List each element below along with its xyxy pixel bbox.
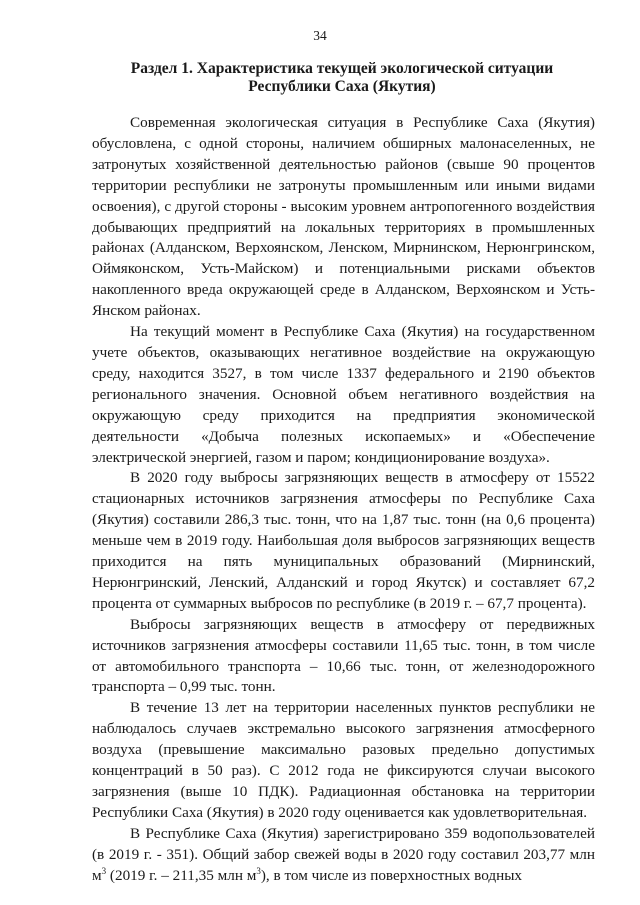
superscript-cubic-1: 3 (101, 865, 107, 876)
section-title (92, 60, 592, 96)
paragraph-registered-objects: На текущий момент в Республике Саха (Якутия) на государственном учете объектов, оказывающих негативное воздействие на окружающую среду, находится 3527, в том числе 1337 федерального и 2190 объектов регионального значения. Основной объем негативного воздействия на окружающую среду приходится на предприятия экономической деятельности «Добыча полезных ископаемых» и «Обеспечение электрической энергией, газом и паром; кондиционирование воздуха». (92, 323, 595, 466)
water-use-text-part-3: ), в том числе из поверхностных водных (260, 866, 522, 884)
body-text (92, 113, 595, 887)
paragraph-water-use (92, 824, 595, 887)
water-use-text-part-1: В Республике Саха (Якутия) зарегистрировано 359 водопользователей (в 2019 г. - 351). Общий забор свежей воды в 2020 году составил 203,77 млн м (92, 824, 595, 884)
section-title-line-2: Республики Саха (Якутия) (248, 78, 436, 95)
section-title-line-1: Раздел 1. Характеристика текущей экологической ситуации (130, 60, 554, 77)
paragraph-mobile-emissions: Выбросы загрязняющих веществ в атмосферу от передвижных источников загрязнения атмосферы составили 11,65 тыс. тонн, в том числе от автомобильного транспорта – 10,66 тыс. тонн, от железнодорожного транспорта – 0,99 тыс. тонн. (92, 615, 595, 696)
superscript-cubic-2: 3 (256, 865, 261, 876)
paragraph-air-pollution: В течение 13 лет на территории населенных пунктов республики не наблюдалось случаев экстремально высокого загрязнения атмосферного воздуха (превышение максимально разовых предельно допустимых концентраций в 50 раз). С 2012 года не фиксируются случаи высокого загрязнения (выше 10 ПДК). Радиационная обстановка на территории Республики Саха (Якутия) в 2020 году оценивается как удовлетворительная. (92, 699, 595, 821)
page-number: 34 (313, 28, 327, 43)
water-use-text-part-2: (2019 г. – 211,35 млн м (106, 866, 257, 884)
paragraph-stationary-emissions: В 2020 году выбросы загрязняющих веществ в атмосферу от 15522 стационарных источников загрязнения атмосферы по Республике Саха (Якутия) составили 286,3 тыс. тонн, что на 1,87 тыс. тонн (на 0,6 процента) меньше чем в 2019 году. Наибольшая доля выбросов загрязняющих веществ приходится на пять муниципальных образований (Мирнинский, Нерюнгринский, Ленский, Алданский и город Якутск) и составляет 67,2 процента от суммарных выбросов по республике (в 2019 г. – 67,7 процента). (92, 469, 595, 612)
paragraph-ecological-situation: Современная экологическая ситуация в Республике Саха (Якутия) обусловлена, с одной стороны, наличием обширных малонаселенных, не затронутых хозяйственной деятельностью районов (свыше 90 процентов территории республики не затронуты промышленным или иными видами освоения), с другой стороны - высоким уровнем антропогенного воздействия добывающих предприятий на локальных территориях в промышленных районах (Алданском, Верхоянском, Ленском, Мирнинском, Нерюнгринском, Оймяконском, Усть-Майском) и потенциальными рисками объектов накопленного вреда окружающей среде в Алданском, Верхоянском и Усть-Янском районах. (92, 114, 595, 320)
